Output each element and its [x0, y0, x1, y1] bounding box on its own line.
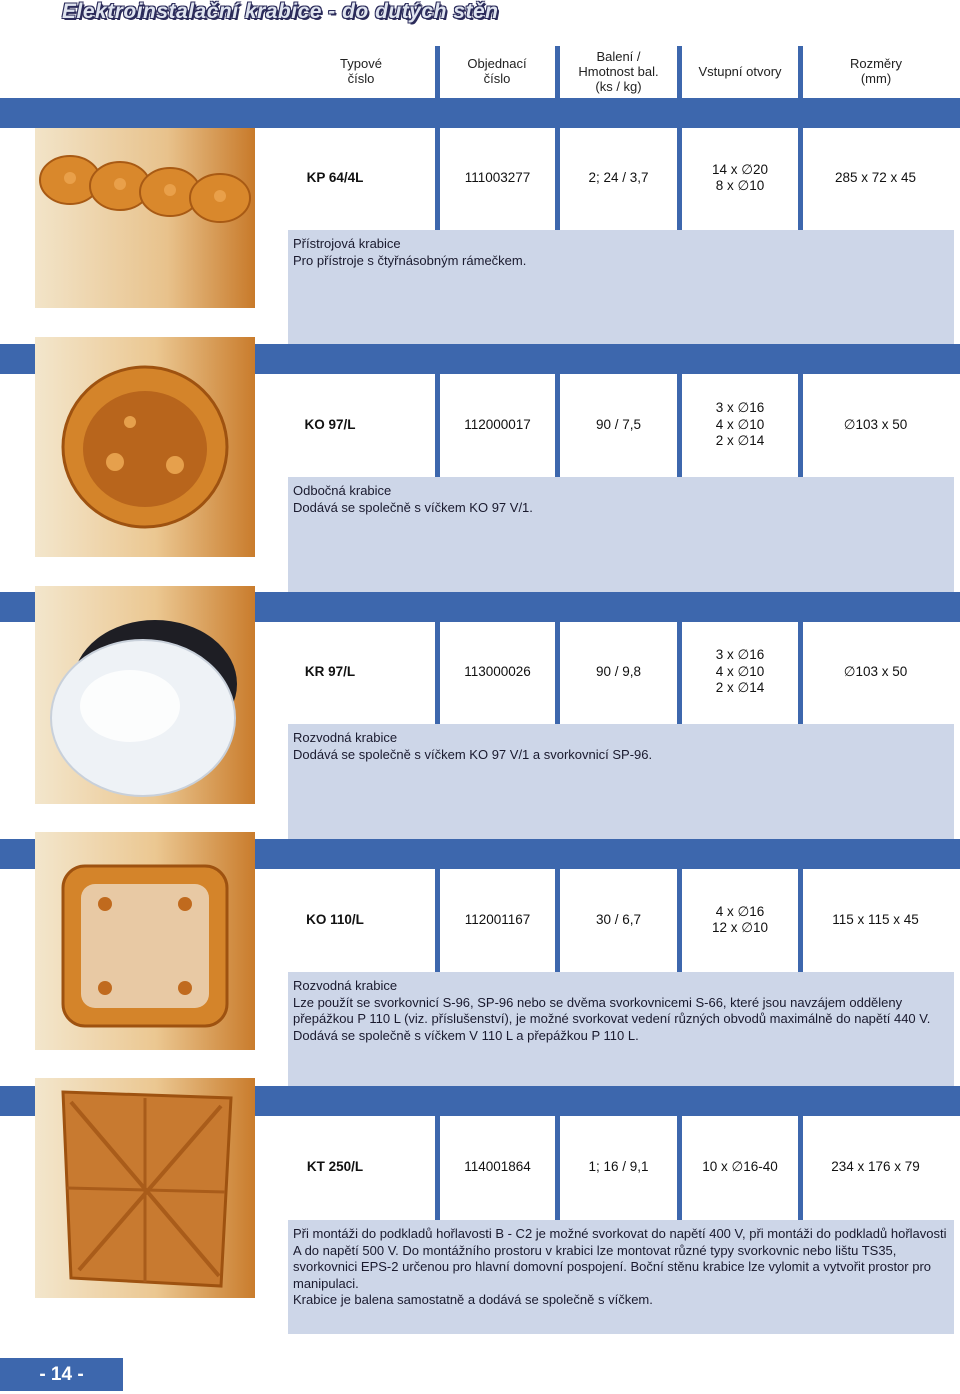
order-number: 112001167	[464, 911, 531, 927]
column-divider	[677, 374, 682, 477]
header-bal: Balení / Hmotnost bal. (ks / kg)	[578, 48, 659, 94]
header-divider	[555, 46, 560, 98]
description-line: Dodává se společně s víčkem KO 97 V/1.	[293, 499, 533, 515]
dimensions: ∅103 x 50	[843, 416, 908, 432]
description-line: Rozvodná krabice	[293, 978, 398, 993]
round-box-icon	[35, 337, 255, 557]
product-photo	[35, 337, 255, 557]
column-divider	[677, 622, 682, 724]
inlets: 10 x ∅16-40	[702, 1158, 778, 1174]
packaging: 1; 16 / 9,1	[588, 1158, 649, 1174]
description-line: Přístrojová krabice	[293, 236, 401, 251]
header-otvory: Vstupní otvory	[698, 63, 782, 79]
product-description	[288, 230, 954, 344]
column-divider	[798, 622, 803, 724]
header-typ: Typové číslo	[340, 56, 382, 86]
product-code: KR 97/L	[304, 663, 356, 679]
packaging: 30 / 6,7	[595, 911, 642, 927]
description-line: Odbočná krabice	[293, 483, 392, 498]
dimensions: 285 x 72 x 45	[834, 169, 917, 185]
header-divider	[798, 46, 803, 98]
inlets: 4 x ∅16 12 x ∅10	[711, 903, 769, 935]
inlets: 3 x ∅16 4 x ∅10 2 x ∅14	[715, 400, 765, 449]
column-divider	[435, 869, 440, 972]
inlets: 14 x ∅20 8 x ∅10	[711, 161, 769, 193]
column-divider	[677, 1116, 682, 1220]
order-number: 114001864	[464, 1158, 531, 1174]
column-divider	[798, 128, 803, 230]
description-line: Dodává se společně s víčkem V 110 L a přepážkou P 110 L.	[293, 1027, 639, 1043]
column-divider	[677, 128, 682, 230]
product-code: KP 64/4L	[306, 169, 364, 185]
description-line: Lze použít se svorkovnicí S-96, SP-96 nebo se dvěma svorkovnicemi S-66, které jsou navzájem odděleny přepážkou P 110 L (viz. příslušenství), je možné svorkovat vedení různých obvodů maximálně do napětí 440 V.	[293, 994, 931, 1026]
product-code: KT 250/L	[306, 1158, 364, 1174]
header-divider	[677, 46, 682, 98]
header-rozmery: Rozměry (mm)	[849, 56, 902, 86]
dimensions: ∅103 x 50	[843, 663, 908, 679]
packaging: 2; 24 / 3,7	[588, 169, 649, 185]
product-description	[288, 724, 954, 839]
square-box-icon	[35, 832, 255, 1050]
column-divider	[798, 1116, 803, 1220]
dimensions: 234 x 176 x 79	[831, 1158, 920, 1174]
description-line: Krabice je balena samostatně a dodává se společně s víčkem.	[293, 1292, 653, 1307]
column-divider	[555, 128, 560, 230]
column-divider	[798, 869, 803, 972]
header-divider	[435, 46, 440, 98]
column-divider	[435, 128, 440, 230]
product-photo	[35, 128, 255, 308]
large-box-icon	[35, 1078, 255, 1298]
product-photo	[35, 832, 255, 1050]
product-code: KO 110/L	[306, 911, 364, 927]
description-line: Rozvodná krabice	[293, 730, 398, 745]
column-divider	[555, 374, 560, 477]
column-divider	[677, 869, 682, 972]
quad-box-icon	[35, 128, 255, 308]
column-divider	[435, 374, 440, 477]
product-description	[288, 477, 954, 592]
packaging: 90 / 9,8	[595, 663, 642, 679]
product-description	[288, 1220, 954, 1334]
order-number: 112000017	[464, 416, 531, 432]
page-title: Elektroinstalační krabice - do dutých stěn	[62, 0, 499, 23]
dimensions: 115 x 115 x 45	[832, 911, 919, 927]
description-line: Pro přístroje s čtyřnásobným rámečkem.	[293, 252, 527, 268]
column-divider	[555, 869, 560, 972]
order-number: 113000026	[464, 663, 531, 679]
product-code: KO 97/L	[304, 416, 356, 432]
column-divider	[435, 622, 440, 724]
column-divider	[435, 1116, 440, 1220]
description-line: Při montáži do podkladů hořlavosti B - C2 je možné svorkovat do napětí 400 V, při montáži do podkladů hořlavosti A do napětí 500 V. Do montážního prostoru v krabici lze montovat různé typy svorkovnic nebo lištu TS35, svorkovnici EPS-2 určenou pro hlavní domovní pospojení. Boční stěnu krabice lze vylomit a vytvořit prostor pro manipulaci.	[293, 1226, 947, 1291]
round-box-lid-icon	[35, 586, 255, 804]
product-photo	[35, 586, 255, 804]
header-obj: Objednací číslo	[467, 56, 527, 86]
inlets: 3 x ∅16 4 x ∅10 2 x ∅14	[715, 647, 765, 696]
column-divider	[798, 374, 803, 477]
column-divider	[555, 622, 560, 724]
page-number: - 14 -	[0, 1358, 123, 1391]
column-divider	[555, 1116, 560, 1220]
header-band	[0, 98, 960, 128]
product-description	[288, 972, 954, 1086]
packaging: 90 / 7,5	[595, 416, 642, 432]
order-number: 111003277	[464, 169, 531, 185]
description-line: Dodává se společně s víčkem KO 97 V/1 a svorkovnicí SP-96.	[293, 746, 653, 762]
product-photo	[35, 1078, 255, 1298]
